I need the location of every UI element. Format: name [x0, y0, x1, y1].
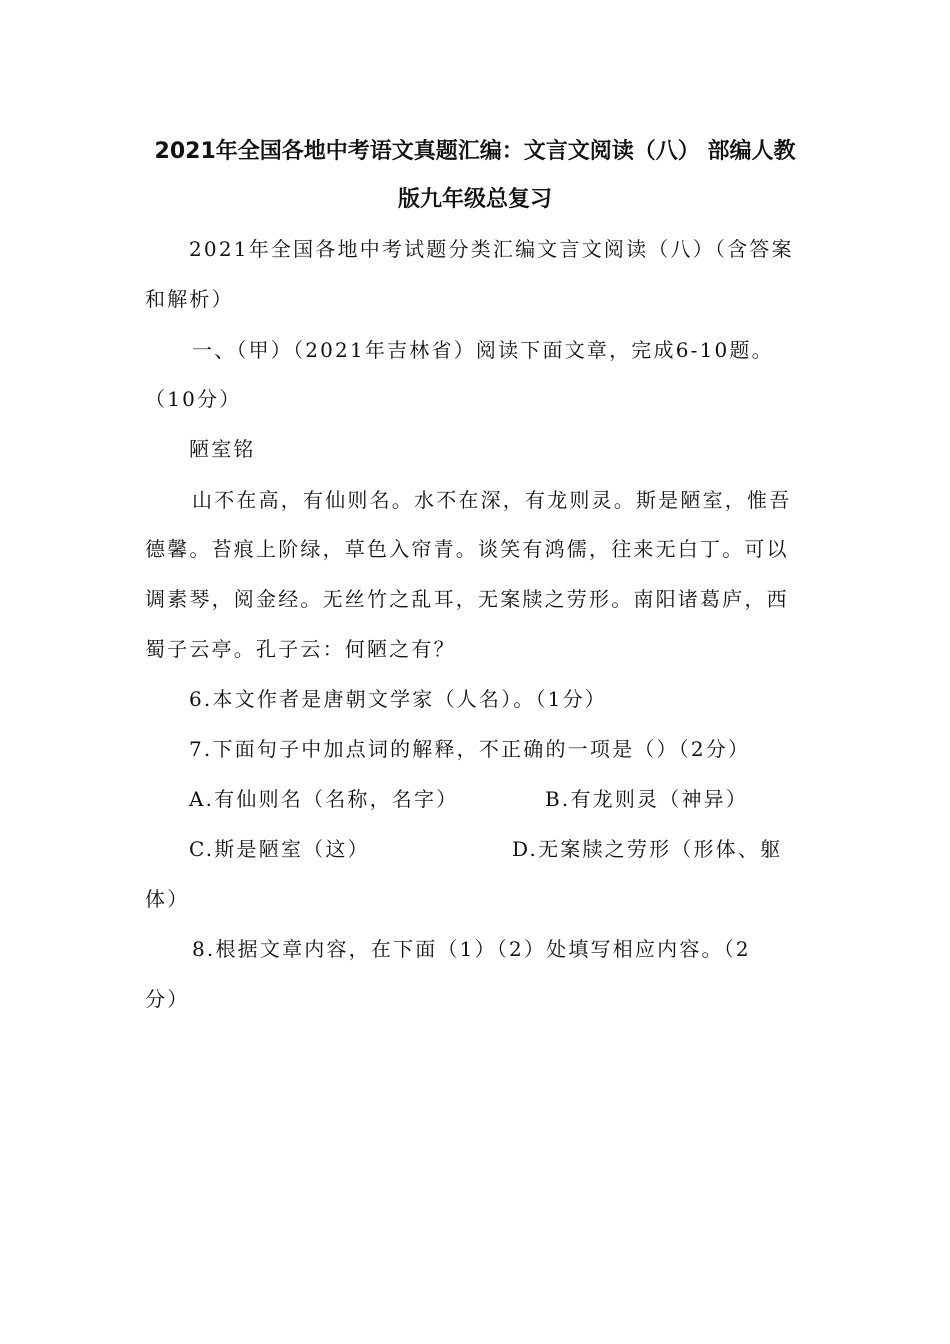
question-7-option-d-line-2: 体）: [145, 887, 190, 911]
document-title-line-1: 2021年全国各地中考语文真题汇编：文言文阅读（八） 部编人教: [154, 139, 796, 164]
intro-line-2: 和解析）: [145, 287, 234, 311]
intro-line-1: 2021年全国各地中考试题分类汇编文言文阅读（八）（含答案: [189, 237, 794, 261]
passage-line-4: 蜀子云亭。孔子云：何陋之有？: [145, 637, 456, 661]
question-8-line-1: 8.根据文章内容，在下面（1）（2）处填写相应内容。（2: [192, 937, 751, 961]
question-8-line-2: 分）: [145, 987, 190, 1011]
section-heading-line-1: 一、（甲）（2021年吉林省）阅读下面文章，完成6-10题。: [192, 338, 774, 362]
question-7-option-c: C.斯是陋室（这）: [189, 837, 370, 861]
question-7-option-b: B.有龙则灵（神异）: [545, 787, 749, 811]
section-heading-line-2: （10分）: [145, 387, 242, 411]
passage-line-1: 山不在高，有仙则名。水不在深，有龙则灵。斯是陋室，惟吾: [192, 488, 792, 512]
passage-line-3: 调素琴，阅金经。无丝竹之乱耳，无案牍之劳形。南阳诸葛庐，西: [145, 587, 789, 611]
passage-line-2: 德馨。苔痕上阶绿，草色入帘青。谈笑有鸿儒，往来无白丁。可以: [145, 537, 789, 561]
question-7-option-a: A.有仙则名（名称，名字）: [189, 787, 459, 811]
document-title-line-2: 版九年级总复习: [397, 187, 552, 212]
question-6: 6.本文作者是唐朝文学家（人名）。（1分）: [189, 687, 608, 711]
question-7-option-d-line-1: D.无案牍之劳形（形体、躯: [512, 837, 783, 861]
passage-title: 陋室铭: [189, 437, 256, 461]
question-7: 7.下面句子中加点词的解释，不正确的一项是（）（2分）: [189, 737, 751, 761]
